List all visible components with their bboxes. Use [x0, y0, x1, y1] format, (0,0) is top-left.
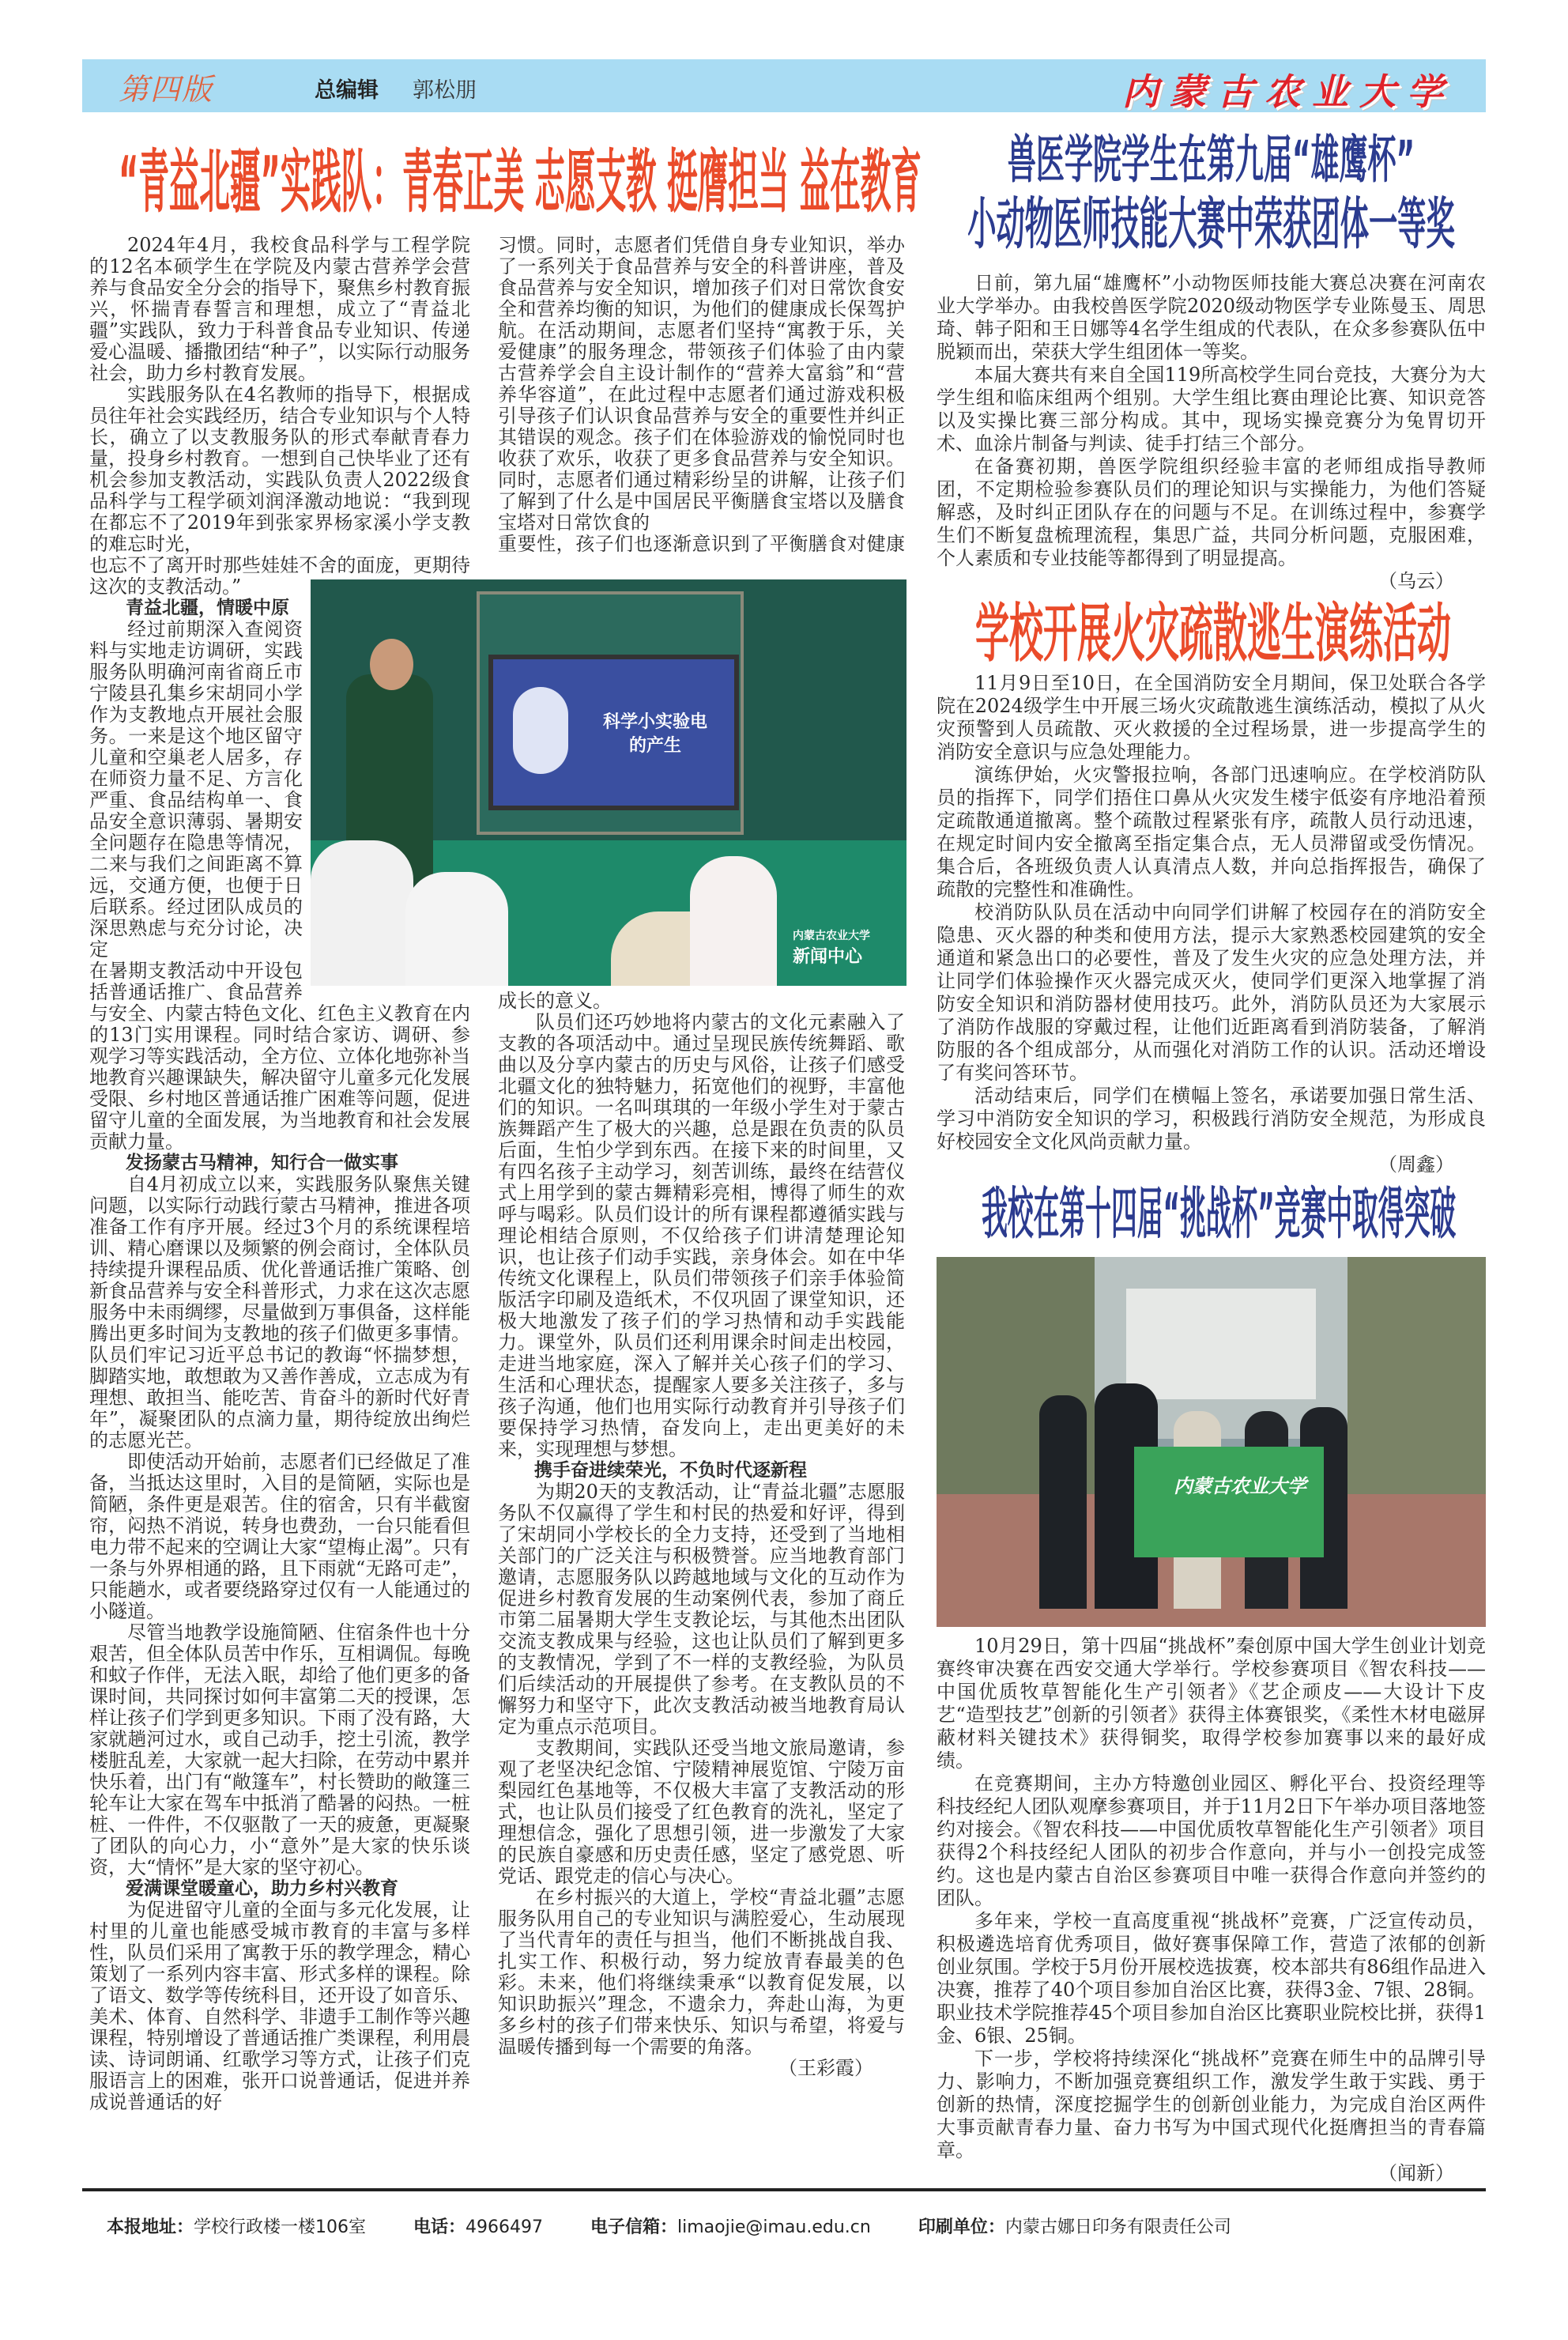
challenge-article-title: 我校在第十四届“挑战杯”竞赛中取得突破 [982, 1183, 1457, 1247]
printer-label: 印刷单位： [918, 2217, 1005, 2237]
main-article-title: “青益北疆”实践队：青春正美 志愿支教 挺膺担当 益在教育 [119, 142, 922, 224]
byline: （闻新） [1378, 2162, 1454, 2184]
flag-text: 内蒙古农业大学 [1174, 1475, 1306, 1497]
address-value: 学校行政楼一楼106室 [194, 2217, 367, 2237]
paragraph: 本届大赛共有来自全国119所高校学生同台竞技，大赛分为大学生组和临床组两个组别。大学生组比赛由理论比赛、知识竞答以及实操比赛三部分构成。其中，现场实操竞赛分为兔胃切开术、血涂片制备与判读、徒手打结三个部分。 [937, 364, 1486, 455]
challenge-title-wrap [937, 1176, 1486, 1252]
paragraph: 自4月初成立以来，实践服务队聚焦关键问题，以实际行动践行蒙古马精神，推进各项准备工作有序开展。经过3个月的系统课程培训、精心磨课以及频繁的例会商讨，全体队员持续提升课程品质、优化普通话推广策略、创新食品营养与安全科普形式，力求在这次志愿服务中未雨绸缪，尽量做到万事俱备，这样能腾出更多时间为支教地的孩子们做更多事情。队员们牢记习近平总书记的教诲“怀揣梦想，脚踏实地，敢想敢为又善作善成，立志成为有理想、敢担当、能吃苦、肯奋斗的新时代好青年”，凝聚团队的点滴力量，期待绽放出绚烂的志愿光芒。 [89, 1173, 470, 1451]
email-label: 电子信箱： [590, 2217, 678, 2237]
byline: （周鑫） [1378, 1153, 1454, 1176]
screen-text [596, 711, 714, 758]
phone-label: 电话： [413, 2217, 466, 2237]
watermark-line: 内蒙古农业大学 [793, 930, 870, 942]
tv-screen [488, 655, 739, 810]
news-center-watermark [793, 927, 870, 968]
team-member [1039, 1395, 1087, 1609]
footer-phone [413, 2214, 543, 2238]
paragraph: 即使活动开始前，志愿者们已经做足了准备，当抵达这里时，入目的是简陋，实际也是简陋，条件更是艰苦。住的宿舍，只有半截窗帘，闷热不消说，转身也费劲，一台只能看但电力带不起来的空调让大家“望梅止渴”。只有一条与外界相通的路，且下雨就“无路可走”，只能趟水，或者要绕路穿过仅有一人能通过的小隧道。 [89, 1451, 470, 1622]
vet-article-title-line1: 兽医学院学生在第九届“雄鹰杯” [1007, 131, 1415, 191]
paragraph: 多年来，学校一直高度重视“挑战杯”竞赛，广泛宣传动员，积极遴选培育优秀项目，做好赛事保障工作，营造了浓郁的创新创业氛围。学校于5月份开展校选拔赛，校本部共有86组作品进入决赛，推荐了40个项目参加自治区比赛，获得3金、7银、28铜。职业技术学院推荐45个项目参加自治区比赛职业院校比拼，获得1金、6银、25铜。 [937, 1910, 1486, 2047]
footer-rule [82, 2188, 1486, 2191]
paragraph: 尽管当地教学设施简陋、住宿条件也十分艰苦，但全体队员苦中作乐，互相调侃。每晚和蚊子作伴，无法入眠，却给了他们更多的备课时间，共同探讨如何丰富第二天的授课，怎样让孩子们学到更多知识。下雨了没有路，大家就趟河过水，或自己动手，挖土引流，教学楼脏乱差，大家就一起大扫除，在劳动中累并快乐着，出门有“敞篷车”，村长赞助的敞篷三轮车让大家在驾车中抵消了酷暑的闷热。一桩桩、一件件，不仅驱散了一天的疲惫，更凝聚了团队的向心力，小“意外”是大家的快乐谈资，大“情怀”是大家的坚守初心。 [89, 1621, 470, 1878]
paragraph: 也忘不了离开时那些娃娃不舍的面庞，更期待这次的支教活动。” [89, 554, 470, 598]
footer [107, 2214, 1486, 2238]
editor-label: 总编辑 [315, 78, 379, 103]
editor-name: 郭松朋 [413, 78, 477, 103]
paragraph: 在竞赛期间，主办方特邀创业园区、孵化平台、投资经理等科技经纪人团队观摩参赛项目，并于11月2日下午举办项目落地签约对接会。《智农科技——中国优质牧草智能化生产引领者》项目获得2个科技经纪人团队的初步合作意向，并与小一创投完成签约。这也是内蒙古自治区参赛项目中唯一获得合作意向并签约的团队。 [937, 1772, 1486, 1909]
university-flag [1134, 1447, 1324, 1557]
paragraph: 10月29日，第十四届“挑战杯”秦创原中国大学生创业计划竞赛终审决赛在西安交通大学举行。学校参赛项目《智农科技——中国优质牧草智能化生产引领者》《艺企顽皮——大设计下皮艺“造型技艺”创新的引领者》获得主体赛银奖，《柔性木材电磁屏蔽材料关键技术》获得铜奖，取得学校参加赛事以来的最好成绩。 [937, 1635, 1486, 1772]
right-column [937, 131, 1486, 2185]
paragraph: 活动结束后，同学们在横幅上签名，承诺要加强日常生活、学习中消防安全知识的学习，积极践行消防安全规范，为形成良好校园安全文化风尚贡献力量。 [937, 1085, 1486, 1153]
student [405, 872, 508, 986]
student [690, 856, 777, 986]
subheading: 爱满课堂暖童心，助力乡村兴教育 [126, 1878, 398, 1899]
printer-value: 内蒙古娜日印务有限责任公司 [1004, 2217, 1231, 2237]
main-article-col2 [498, 235, 905, 2079]
fire-article-title: 学校开展火灾疏散逃生演练活动 [975, 597, 1451, 671]
paragraph: 校消防队队员在活动中向同学们讲解了校园存在的消防安全隐患、灭火器的种类和使用方法，提示大家熟悉校园建筑的安全通道和紧急出口的必要性，普及了发生火灾的应急处理方法，并让同学们体验操作灭火器完成灭火，使同学们更深入地掌握了消防安全知识和消防器材使用技巧。此外，消防队员还为大家展示了消防作战服的穿戴过程，让他们近距离看到消防装备，了解消防服的各个组成部分，从而强化对消防工作的认识。活动还增设了有奖问答环节。 [937, 901, 1486, 1084]
phone-value: 4966497 [466, 2217, 544, 2237]
paragraph: 支教期间，实践队还受当地文旅局邀请，参观了老坚决纪念馆、宁陵精神展览馆、宁陵万亩梨园红色基地等，不仅极大丰富了支教活动的形式，也让队员们接受了红色教育的洗礼，坚定了理想信念，强化了思想引领，进一步激发了大家的民族自豪感和历史责任感，坚定了感党恩、听党话、跟党走的信心与决心。 [498, 1737, 905, 1887]
vet-article-body [937, 272, 1486, 593]
paragraph: 队员们还巧妙地将内蒙古的文化元素融入了支教的各项活动中。通过呈现民族传统舞蹈、歌曲以及分享内蒙古的历史与风俗，让孩子们感受北疆文化的独特魅力，拓宽他们的视野，丰富他们的知识。一名叫琪琪的一年级小学生对于蒙古族舞蹈产生了极大的兴趣，总是跟在负责的队员后面，生怕少学到东西。在接下来的时间里，又有四名孩子主动学习，刻苦训练，最终在结营仪式上用学到的蒙古舞精彩亮相，博得了师生的欢呼与喝彩。队员们设计的所有课程都遵循实践与理论相结合原则，不仅给孩子们讲清楚理论知识，也让孩子们动手实践，亲身体会。如在中华传统文化课程上，队员们带领孩子们亲手体验简版活字印刷及造纸术，不仅巩固了课堂知识，还极大地激发了孩子们的学习热情和动手实践能力。课堂外，队员们还利用课余时间走出校园，走进当地家庭，深入了解并关心孩子们的学习、生活和心理状态，提醒家人要多关注孩子，多与孩子沟通，他们也用实际行动教育并引导孩子们要保持学习热情，奋发向上，走出更美好的未来，实现理想与梦想。 [498, 1011, 905, 1460]
paragraph: 在备赛初期，兽医学院组织经验丰富的老师组成指导教师团，不定期检验参赛队员们的理论知识与实操能力，为他们答疑解惑，及时纠正团队存在的问题与不足。在训练过程中，参赛学生们不断复盘梳理流程，集思广益，共同分析问题，克服困难，个人素质和专业技能等都得到了明显提高。 [937, 455, 1486, 569]
astronaut-panda-icon [513, 687, 568, 774]
paragraph: 2024年4月，我校食品科学与工程学院的12名本硕学生在学院及内蒙古营养学会营养与食品安全分会的指导下，聚焦乡村教育振兴，怀揣青春誓言和理想，成立了“青益北疆”实践队，致力于科普食品专业知识、传递爱心温暖、播撒团结“种子”，以实际行动服务社会，助力乡村教育发展。 [89, 234, 470, 384]
email-link[interactable]: limaojie@imau.edu.cn [677, 2217, 871, 2237]
paragraph: 为促进留守儿童的全面与多元化发展，让村里的儿童也能感受城市教育的丰富与多样性，队员们采用了寓教于乐的教学理念，精心策划了一系列内容丰富、形式多样的课程。除了语文、数学等传统科目，还开设了如音乐、美术、体育、自然科学、非遗手工制作等兴趣课程，特别增设了普通话推广类课程，利用晨读、诗词朗诵、红歌学习等方式，让孩子们克服语言上的困难，张开口说普通话，促进并养成说普通话的好 [89, 1899, 470, 2113]
teacher-head [370, 639, 413, 690]
fire-title-wrap [937, 593, 1486, 672]
classroom-photo [311, 579, 906, 986]
byline: （王彩霞） [778, 2057, 873, 2079]
paragraph: 习惯。同时，志愿者们凭借自身专业知识，举办了一系列关于食品营养与安全的科普讲座，普及食品营养与安全知识，增加孩子们对日常饮食安全和营养均衡的知识，为他们的健康成长保驾护航。在活动期间，志愿者们坚持“寓教于乐，关爱健康”的服务理念，带领孩子们体验了由内蒙古营养学会自主设计制作的“营养大富翁”和“营养华容道”，在此过程中志愿者们通过游戏积极引导孩子们认识食品营养与安全的重要性并纠正其错误的观念。孩子们在体验游戏的愉悦同时也收获了欢乐，收获了更多食品营养与安全知识。同时，志愿者们通过精彩纷呈的讲解，让孩子们了解到了什么是中国居民平衡膳食宝塔以及膳食宝塔对日常饮食的 [498, 234, 905, 534]
screen-text-line: 科学小实验电 [602, 712, 707, 732]
paragraph: 重要性，孩子们也逐渐意识到了平衡膳食对健康成长的意义。 [498, 533, 905, 1012]
footer-printer [918, 2214, 1231, 2238]
building [1126, 1289, 1316, 1399]
footer-address [107, 2214, 366, 2238]
subheading: 青益北疆，情暖中原 [126, 598, 289, 618]
team-photo [937, 1257, 1486, 1627]
address-label: 本报地址： [107, 2217, 194, 2237]
subheading: 发扬蒙古马精神，知行合一做实事 [126, 1153, 398, 1173]
edition-label: 第四版 [119, 74, 214, 107]
screen-text-line: 的产生 [628, 736, 681, 756]
footer-email [590, 2214, 871, 2238]
paragraph: 经过前期深入查阅资料与实地走访调研，实践服务队明确河南省商丘市宁陵县孔集乡宋胡同小学作为支教地点开展社会服务。一来是这个地区留守儿童和空巢老人居多，存在师资力量不足、方言化严重、食品结构单一、食品安全意识薄弱、暑期安全问题存在隐患等情况，二来与我们之间距离不算远，交通方便，也便于日后联系。经过团队成员的深思熟虑与充分讨论，决定 [89, 618, 303, 961]
fire-article-body [937, 672, 1486, 1176]
vet-article-title-line2: 小动物医师技能大赛中荣获团体一等奖 [967, 193, 1455, 258]
paragraph: 实践服务队在4名教师的指导下，根据成员往年社会实践经历，结合专业知识与个人特长，确立了以支教服务队的形式奉献青春力量，投身乡村教育。一想到自己快毕业了还有机会参加支教活动，实践队负责人2022级食品科学与工程学硕刘润泽激动地说：“我到现在都忘不了2019年到张家界杨家溪小学支教的难忘时光， [89, 383, 470, 555]
subheading: 携手奋进续荣光，不负时代逐新程 [534, 1460, 807, 1481]
paragraph: 为期20天的支教活动，让“青益北疆”志愿服务队不仅赢得了学生和村民的热爱和好评，得到了宋胡同小学校长的全力支持，还受到了当地相关部门的广泛关注与积极赞誉。应当地教育部门邀请，志愿服务队以跨越地域与文化的互动作为促进乡村教育发展的生动案例代表，参加了商丘市第二届暑期大学生支教论坛，与其他杰出团队交流支教成果与经验，这也让队员们了解到更多的支教情况，学到了不一样的支教经验，为队员们后续活动的开展提供了参考。在支教队员的不懈努力和坚守下，此次支教活动被当地教育局认定为重点示范项目。 [498, 1481, 905, 1738]
paragraph: 11月9日至10日，在全国消防安全月期间，保卫处联合各学院在2024级学生中开展三场火灾疏散逃生演练活动，模拟了从火灾预警到人员疏散、灭火救援的全过程场景，进一步提高学生的消防安全意识与应急处理能力。 [937, 672, 1486, 763]
student [311, 840, 413, 986]
challenge-article-body [937, 1635, 1486, 2185]
paragraph: 在乡村振兴的大道上，学校“青益北疆”志愿服务队用自己的专业知识与满腔爱心，生动展现了当代青年的责任与担当，他们不断挑战自我、扎实工作、积极行动，努力绽放青春最美的色彩。未来，他们将继续秉承“以教育促发展，以知识助振兴”理念，不遗余力，奔赴山海，为更多乡村的孩子们带来快乐、知识与希望，将爱与温暖传播到每一个需要的角落。 [498, 1886, 905, 2058]
byline: （乌云） [1378, 570, 1454, 592]
vet-title-line1-wrap [937, 131, 1486, 198]
paragraph: 在暑期支教活动中开设包括普通话推广、食品营养与安全、内蒙古特色文化、红色主义教育在内的13门实用课程。同时结合家访、调研、参观学习等实践活动，全方位、立体化地弥补当地教育兴趣课缺失，解决留守儿童多元化发展受限、乡村地区普通话推广困难等问题，促进留守儿童的全面发展，为当地教育和社会发展贡献力量。 [89, 960, 470, 1153]
paragraph: 日前，第九届“雄鹰杯”小动物医师技能大赛总决赛在河南农业大学举办。由我校兽医学院2020级动物医学专业陈曼玉、周思琦、韩子阳和王日娜等4名学生组成的代表队，在众多参赛队伍中脱颖而出，荣获大学生组团体一等奖。 [937, 272, 1486, 363]
vet-title-line2-wrap [937, 193, 1486, 267]
main-article-col1 [89, 235, 470, 2113]
paragraph: 演练伊始，火灾警报拉响，各部门迅速响应。在学校消防队员的指挥下，同学们捂住口鼻从火灾发生楼宇低姿有序地沿着预定疏散通道撤离。整个疏散过程紧张有序，疏散人员行动迅速，在规定时间内安全撤离至指定集合点，无人员滞留或受伤情况。集合后，各班级负责人认真清点人数，并向总指挥报告，确保了疏散的完整性和准确性。 [937, 764, 1486, 900]
newspaper-brand: 内蒙古农业大学 [1122, 70, 1454, 113]
paragraph: 下一步，学校将持续深化“挑战杯”竞赛在师生中的品牌引导力、影响力，不断加强竞赛组织工作，激发学生敢于实践、勇于创新的热情，深度挖掘学生的创新创业能力，为完成自治区两件大事贡献青春力量、奋力书写为中国式现代化挺膺担当的青春篇章。 [937, 2048, 1486, 2161]
watermark-line: 新闻中心 [793, 947, 863, 967]
trees [1348, 1257, 1486, 1494]
